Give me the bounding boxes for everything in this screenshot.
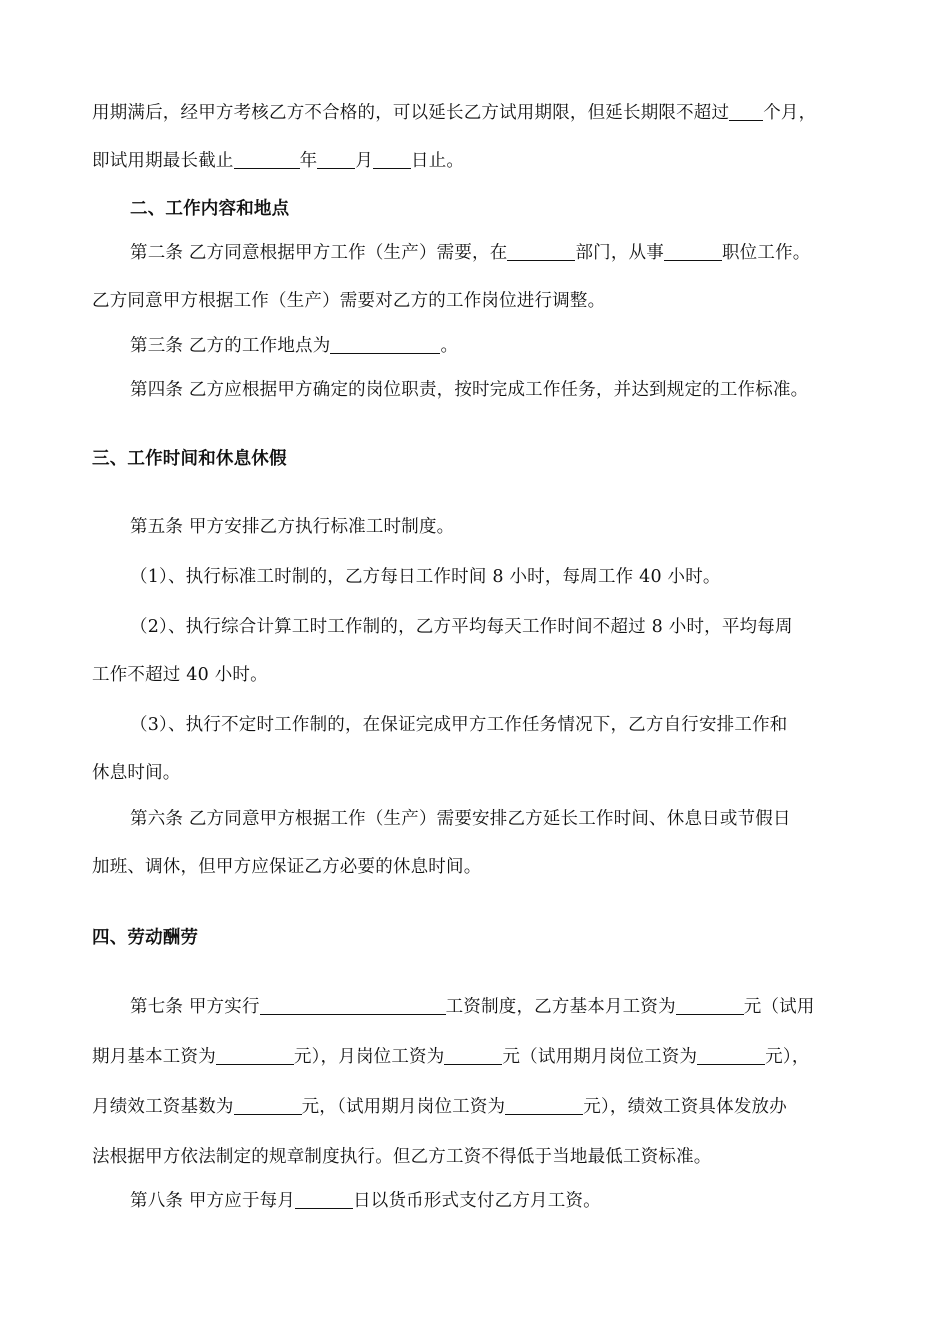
text: 第三条 乙方的工作地点为 [130,336,331,356]
blank-field [664,242,722,261]
blank-field [234,1096,302,1115]
article-6-line-2: 加班、调休，但甲方应保证乙方必要的休息时间。 [92,857,482,877]
text: 元）， [765,1047,810,1067]
blank-field [373,150,411,169]
text: 职位工作。 [721,243,811,263]
blank-field [260,996,446,1015]
text: 部门，从事 [575,243,664,263]
article-5: 第五条 甲方安排乙方执行标准工时制度。 [130,517,455,537]
text: 用期满后，经甲方考核乙方不合格的，可以延长乙方试用期限，但延长期限不超过 [92,103,730,123]
blank-field [317,150,355,169]
text: 工资制度，乙方基本月工资为 [445,997,676,1017]
article-2-line-2: 乙方同意甲方根据工作（生产）需要对乙方的工作岗位进行调整。 [92,291,606,311]
article-8 [130,1188,920,1214]
text: 月 [355,151,374,171]
text: 元（试用期月岗位工资为 [502,1047,698,1067]
article-7-line-2 [92,1044,882,1070]
blank-field [330,335,440,354]
article-5-item-2-line-1: （2）、执行综合计算工时工作制的，乙方平均每天工作时间不超过 8 小时，平均每周 [130,617,793,637]
article-5-item-2-line-2: 工作不超过 40 小时。 [92,665,268,685]
article-5-item-3-line-1: （3）、执行不定时工作制的，在保证完成甲方工作任务情况下，乙方自行安排工作和 [130,715,788,735]
text: 期月基本工资为 [92,1047,216,1067]
text: 元（试用 [743,997,815,1017]
section-4-heading: 四、劳动酬劳 [92,928,199,948]
text: 月绩效工资基数为 [92,1097,234,1117]
section-3-heading: 三、工作时间和休息休假 [92,449,287,469]
blank-field [216,1046,294,1065]
blank-field [234,150,300,169]
blank-field [295,1190,353,1209]
blank-field [444,1046,502,1065]
text: 元），绩效工资具体发放办 [583,1097,787,1117]
article-7-line-4: 法根据甲方依法制定的规章制度执行。但乙方工资不得低于当地最低工资标准。 [92,1147,712,1167]
article-7-line-3 [92,1094,882,1120]
article-6-line-1: 第六条 乙方同意甲方根据工作（生产）需要安排乙方延长工作时间、休息日或节假日 [130,809,791,829]
article-5-item-3-line-2: 休息时间。 [92,763,181,783]
probation-extension-line [92,100,882,126]
article-5-item-1: （1）、执行标准工时制的，乙方每日工作时间 8 小时，每周工作 40 小时。 [130,567,721,587]
text: 日止。 [411,151,465,171]
blank-field [676,996,744,1015]
text: 第八条 甲方应于每月 [130,1191,296,1211]
article-3 [130,333,920,359]
text: 。 [440,336,459,356]
text: 个月， [763,103,817,123]
text: 日以货币形式支付乙方月工资。 [353,1191,601,1211]
blank-field [507,242,575,261]
text: 第七条 甲方实行 [130,997,260,1017]
blank-field [729,102,763,121]
text: 即试用期最长截止 [92,151,234,171]
section-2-heading: 二、工作内容和地点 [130,199,290,219]
text: 元，（试用期月岗位工资为 [301,1097,506,1117]
blank-field [505,1096,583,1115]
text: 年 [299,151,318,171]
article-4: 第四条 乙方应根据甲方确定的岗位职责，按时完成工作任务，并达到规定的工作标准。 [130,380,809,400]
text: 元），月岗位工资为 [293,1047,445,1067]
text: 第二条 乙方同意根据甲方工作（生产）需要，在 [130,243,508,263]
probation-deadline-line [92,148,882,174]
article-7-line-1 [130,994,920,1020]
blank-field [697,1046,765,1065]
article-2-line-1 [130,240,920,266]
